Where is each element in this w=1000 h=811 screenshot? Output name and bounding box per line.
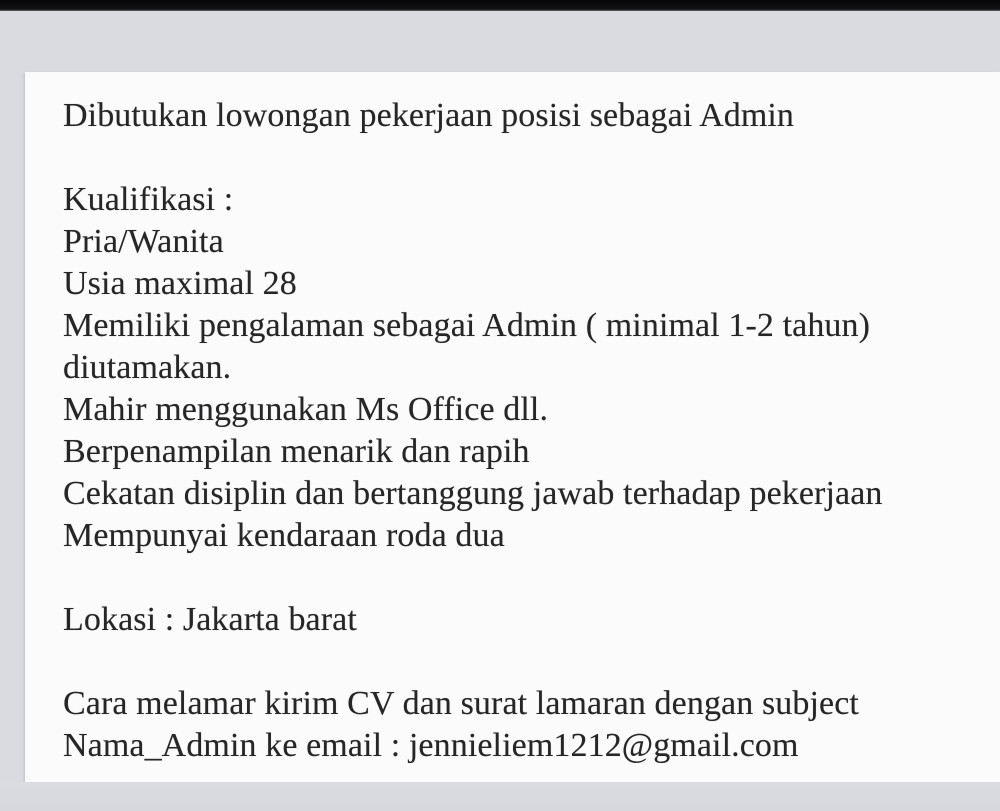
- qualification-experience-continuation: diutamakan.: [63, 349, 232, 386]
- qualification-gender: Pria/Wanita: [63, 223, 224, 260]
- application-instructions-line2: Nama_Admin ke email : jennieliem1212@gmail.com: [63, 727, 799, 764]
- location-line: Lokasi : Jakarta barat: [63, 601, 357, 638]
- qualification-responsibility: Cekatan disiplin dan bertanggung jawab terhadap pekerjaan: [63, 475, 883, 512]
- top-black-bar: [0, 0, 1000, 11]
- job-posting-paper: [25, 72, 1000, 782]
- job-title-line: Dibutukan lowongan pekerjaan posisi sebagai Admin: [63, 97, 795, 134]
- qualifications-paragraph: [63, 179, 994, 557]
- bottom-gray-strip: [0, 782, 1000, 811]
- qualifications-heading: Kualifikasi :: [63, 181, 234, 218]
- qualification-age: Usia maximal 28: [63, 265, 297, 302]
- application-instructions-line1: Cara melamar kirim CV dan surat lamaran dengan subject: [63, 685, 859, 722]
- qualification-ms-office: Mahir menggunakan Ms Office dll.: [63, 391, 549, 428]
- location-paragraph: [63, 599, 994, 641]
- qualification-experience: Memiliki pengalaman sebagai Admin ( minimal 1-2 tahun): [63, 307, 871, 344]
- intro-paragraph: [63, 95, 994, 137]
- application-paragraph: [63, 683, 994, 767]
- qualification-appearance: Berpenampilan menarik dan rapih: [63, 433, 530, 470]
- qualification-vehicle: Mempunyai kendaraan roda dua: [63, 517, 505, 554]
